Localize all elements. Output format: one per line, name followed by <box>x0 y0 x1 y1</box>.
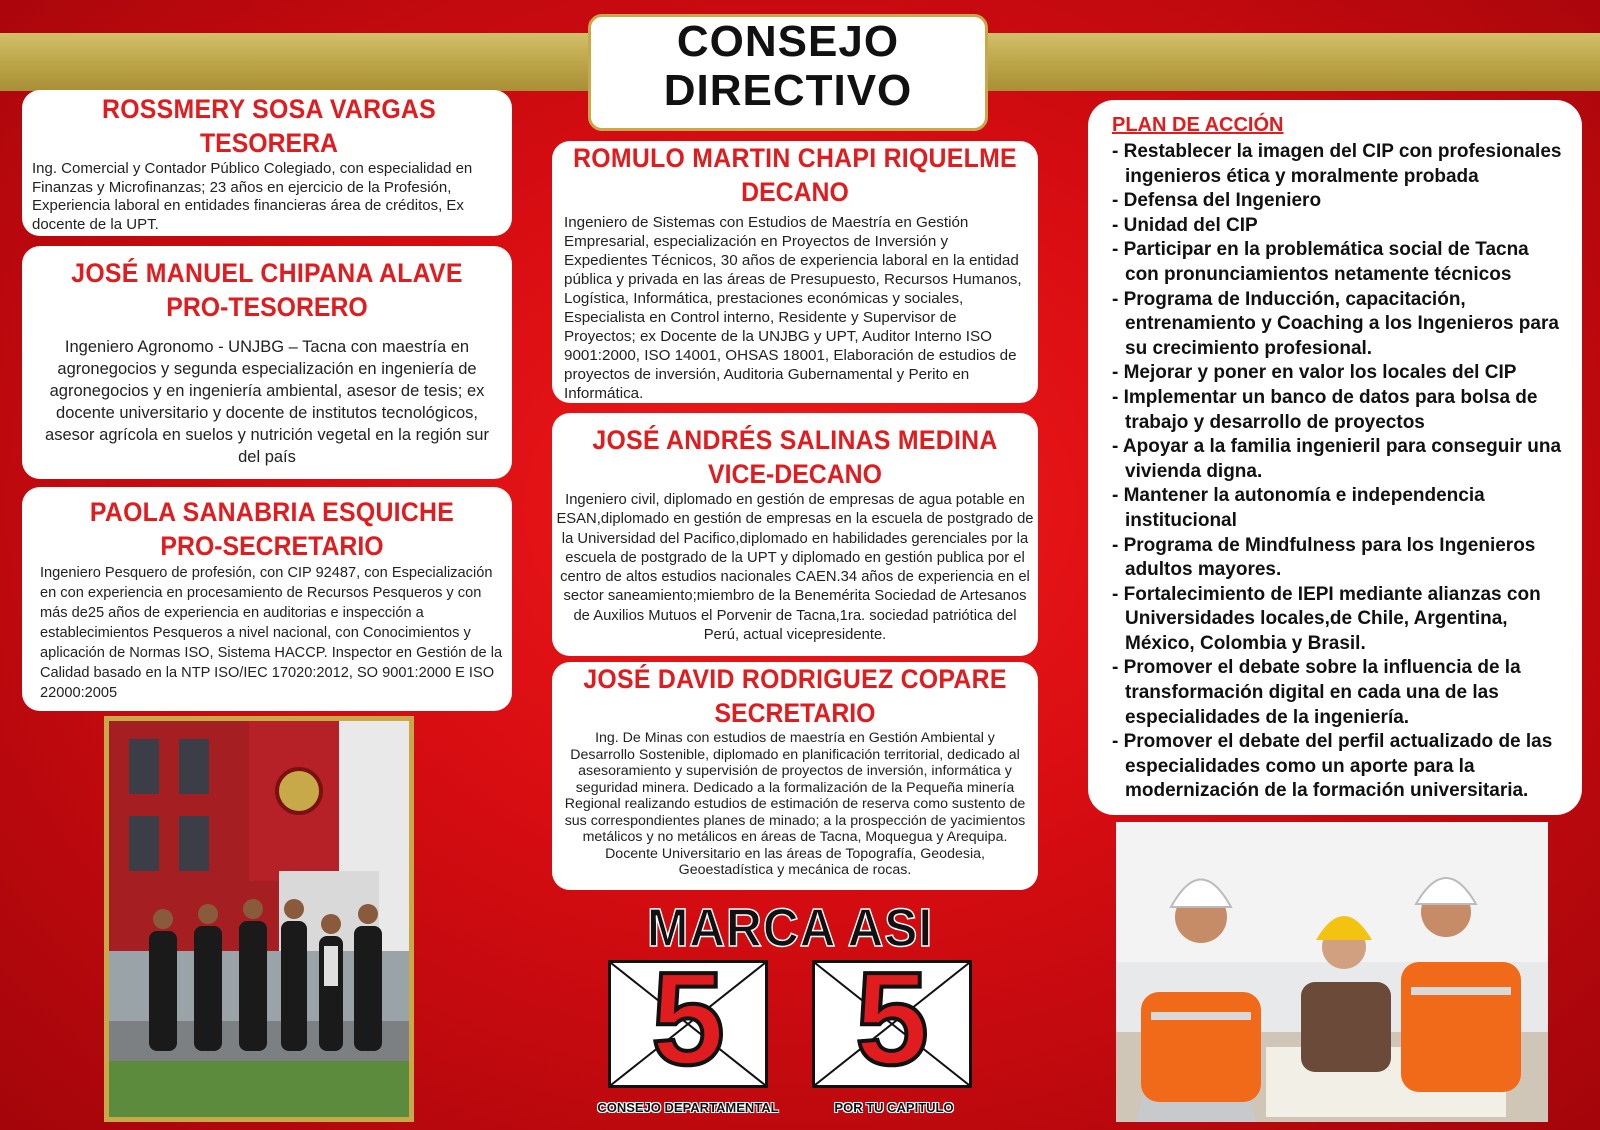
plan-item: - Promover el debate sobre la influencia de la transformación digital en cada una de las especialidades de la ingeniería. <box>1112 657 1521 728</box>
member-description: Ingeniero de Sistemas con Estudios de Maestría en Gestión Empresarial, especialización en Proyectos de Inversión y Expedientes Técnicos, 30 años de experiencia laboral en la entidad pública y privada en las áreas de Presupuesto, Recursos Humanos, Logística, Informática, prestaciones económicas y sociales, Especialista en Control interno, Residente y Supervisor de Proyectos; ex Docente de la UNJBG y UPT, Auditor Interno ISO 9001:2000, ISO 14001, OHSAS 18001, Elaboración de estudios de proyectos de inversión, Auditoria Gubernamental y Perito en Informática. <box>564 214 1022 402</box>
member-name: ROSSMERY SOSA VARGAS <box>101 94 437 124</box>
card-pro-tesorero <box>22 246 512 479</box>
plan-item: - Defensa del Ingeniero <box>1112 190 1322 212</box>
card-secretario <box>552 662 1038 890</box>
member-name: PAOLA SANABRIA ESQUICHE <box>89 497 455 527</box>
plan-card <box>1088 100 1582 815</box>
plan-item: - Programa de Inducción, capacitación, entrenamiento y Coaching a los Ingenieros para su crecimiento profesional. <box>1112 288 1559 359</box>
engineers-photo-image <box>1116 822 1548 1122</box>
member-description: Ingeniero Pesquero de profesión, con CIP 92487, con Especialización en con experiencia en procesamiento de Recursos Pesqueros y con más de25 años de experiencia en auditorias e inspección a establecimientos Pesqueros a nivel nacional, con Conocimientos y aplicación de Normas ISO, Sistema HACCP. Inspector en Gestión de la Calidad basado en la NTP ISO/IEC 17020:2012, SO 9001:2000 E ISO 22000:2005 <box>40 565 503 701</box>
member-name: ROMULO MARTIN CHAPI RIQUELME <box>573 143 1017 173</box>
member-role: TESORERA <box>199 128 339 158</box>
card-vice-decano <box>552 413 1038 656</box>
member-description: Ingeniero Agronomo - UNJBG – Tacna con maestría en agronegocios y segunda especialización en ingeniería de agronegocios y en ingeniería ambiental, asesor de tesis; ex docente universitario y docente de institutos tecnológicos, asesor agrícola en suelos y nutrición vegetal en la región sur del país <box>45 338 489 466</box>
plan-list <box>1112 140 1564 804</box>
plan-item: - Mejorar y poner en valor los locales del CIP <box>1112 362 1517 384</box>
member-name: JOSÉ DAVID RODRIGUEZ COPARE <box>583 664 1007 694</box>
plan-item: - Apoyar a la familia ingenieril para conseguir una vivienda digna. <box>1112 436 1562 482</box>
member-role: PRO-SECRETARIO <box>160 531 384 561</box>
ballot-label: CONSEJO DEPARTAMENTAL <box>597 1100 779 1115</box>
ballot-por-tu-capitulo <box>812 945 972 1092</box>
ballot-consejo-departamental <box>608 945 768 1092</box>
plan-item: - Restablecer la imagen del CIP con profesionales ingenieros ética y moralmente probada <box>1112 141 1562 187</box>
member-description: Ing. De Minas con estudios de maestría en Gestión Ambiental y Desarrollo Sostenible, diplomado en planificación territorial, dedicado al asesoramiento y supervisión de proyectos de inversión, informática y seguridad minera. Dedicado a la formalización de la Pequeña minería Regional realizando estudios de estimación de reserva como sustento de sus correspondientes planes de minado; a la prospección de yacimientos metálicos y no metálicos en áreas de Tacna, Moquegua y Arequipa. Docente Universitario en las áreas de Topografía, Geodesia, Geoestadística y mecánica de rocas. <box>564 730 1026 878</box>
member-name: JOSÉ MANUEL CHIPANA ALAVE <box>71 258 463 288</box>
card-decano <box>552 141 1038 403</box>
plan-title: PLAN DE ACCIÓN <box>1112 114 1284 136</box>
member-role: DECANO <box>741 177 849 207</box>
group-photo <box>104 716 414 1122</box>
member-description: Ingeniero civil, diplomado en gestión de empresas de agua potable en ESAN,diplomado en gestión de empresas en la escuela de postgrado de la Universidad del Pacifico,diplomado en habilidades gerenciales por la escuela de postgrado de la UPT y diplomado en gestión publica por el centro de altos estudios nacionales CAEN.34 años de experiencia en el sector saneamiento;miembro de la Benemérita Sociedad de Artesanos de Auxilios Mutuos el Porvenir de Tacna,1ra. sociedad patriótica del Perú, actual vicepresidente. <box>556 492 1034 644</box>
ballot-number: 5 <box>651 945 725 1092</box>
member-role: PRO-TESORERO <box>166 292 368 322</box>
card-tesorera <box>22 90 512 236</box>
ballot-number: 5 <box>855 945 929 1092</box>
title-line-2: DIRECTIVO <box>663 66 913 115</box>
member-name: JOSÉ ANDRÉS SALINAS MEDINA <box>592 425 998 455</box>
member-description: Ing. Comercial y Contador Público Colegiado, con especialidad en Finanzas y Microfinanzas; 23 años en ejercicio de la Profesión, Experiencia laboral en entidades financieras área de créditos, Ex docente de la UPT. <box>32 160 473 233</box>
plan-item: - Programa de Mindfulness para los Ingenieros adultos mayores. <box>1112 534 1536 581</box>
vote-heading: MARCA ASI <box>646 898 934 958</box>
title-line-1: CONSEJO <box>676 17 900 66</box>
title-box <box>588 14 988 131</box>
member-role: SECRETARIO <box>714 698 876 728</box>
plan-item: - Promover el debate del perfil actualizado de las especialidades como un aporte para la modernización de la formación universitaria. <box>1112 731 1553 802</box>
card-pro-secretario <box>22 487 512 711</box>
group-photo-image <box>109 721 409 1117</box>
plan-item: - Fortalecimiento de IEPI mediante alianzas con Universidades locales,de Chile, Argentina, México, Colombia y Brasil. <box>1112 583 1541 654</box>
engineers-photo <box>1116 822 1548 1122</box>
member-role: VICE-DECANO <box>708 459 882 489</box>
plan-item: - Participar en la problemática social de Tacna con pronunciamientos netamente técnicos <box>1112 239 1529 285</box>
plan-item: - Implementar un banco de datos para bolsa de trabajo y desarrollo de proyectos <box>1112 386 1538 433</box>
ballot-label: POR TU CAPITULO <box>834 1100 954 1115</box>
plan-item: - Mantener la autonomía e independencia institucional <box>1112 485 1485 531</box>
plan-item: - Unidad del CIP <box>1112 214 1258 236</box>
